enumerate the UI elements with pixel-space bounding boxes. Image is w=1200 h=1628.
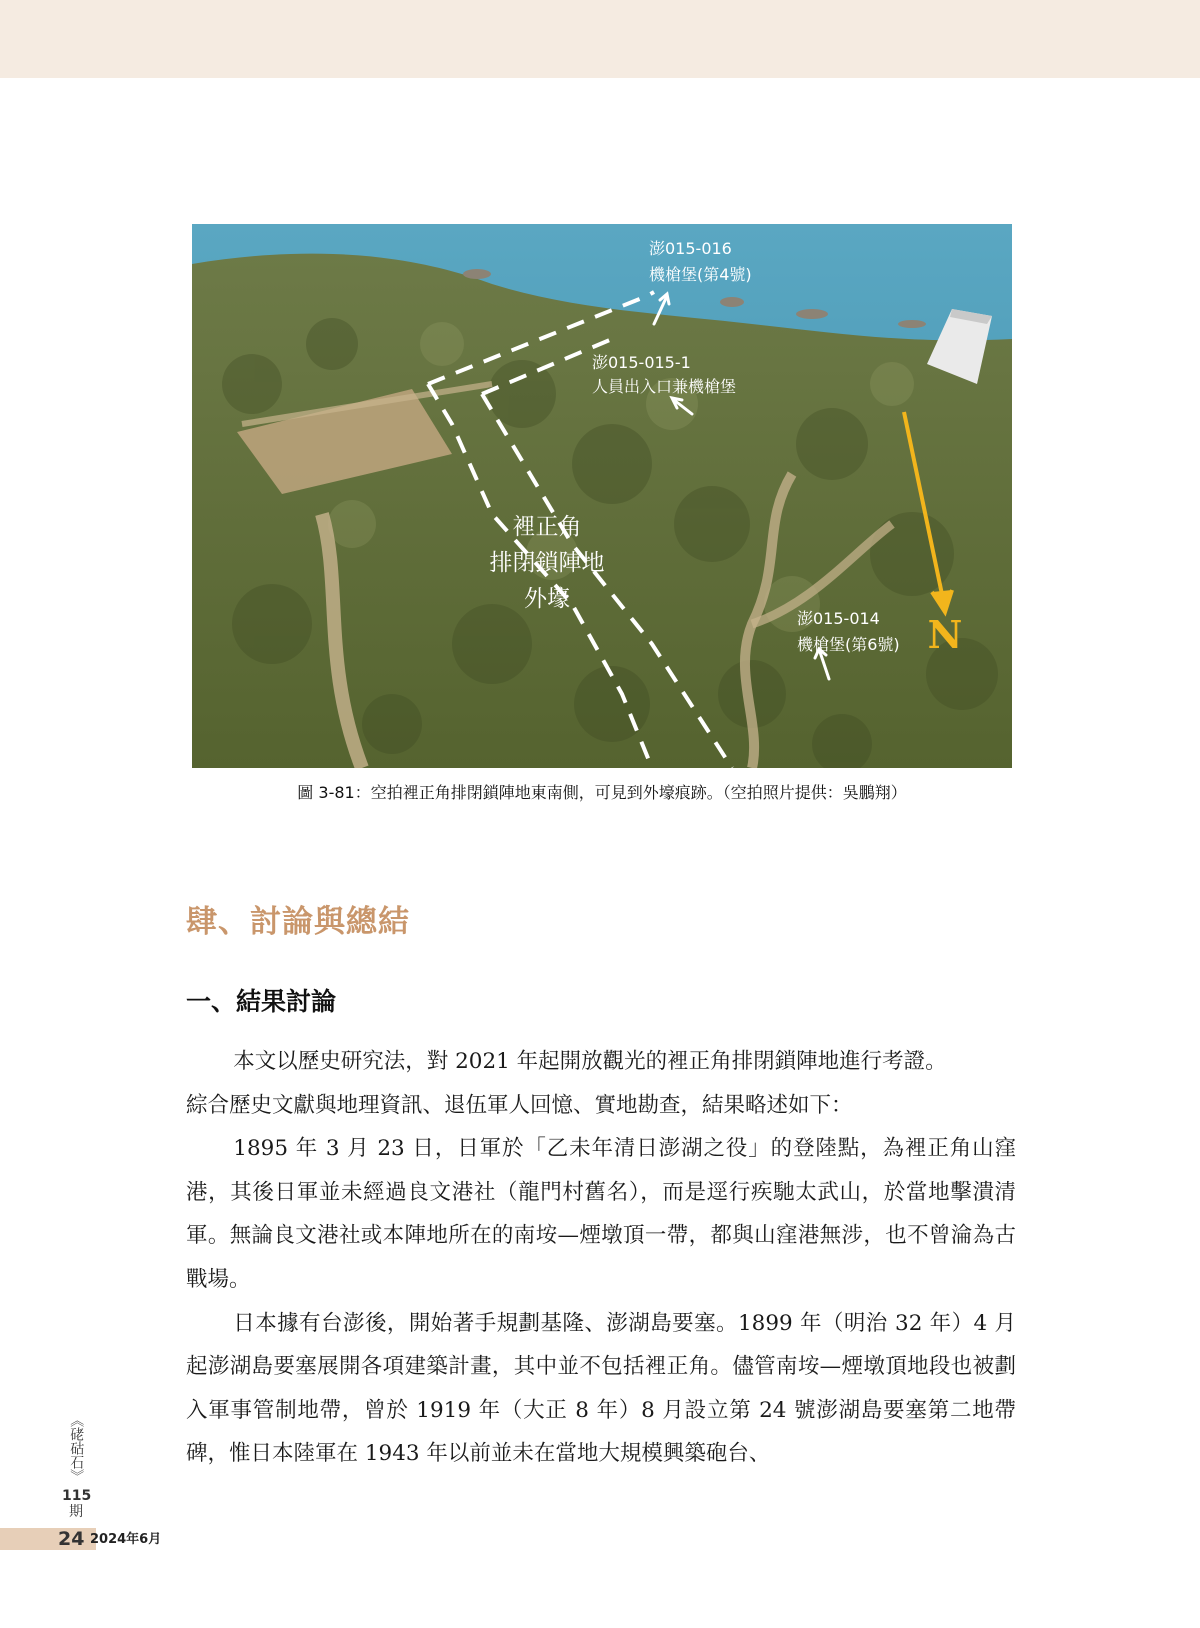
figure-caption: 圖 3-81：空拍裡正角排閉鎖陣地東南側，可見到外壕痕跡。（空拍照片提供：吳鵬翔） (297, 783, 907, 802)
label-bunker-6-name: 機槍堡(第6號) (797, 635, 900, 654)
north-label: N (927, 612, 963, 657)
label-bunker-4-name: 機槍堡(第4號) (649, 265, 752, 284)
page-number: 24 (58, 1528, 85, 1550)
paragraph: 本文以歷史研究法，對 2021 年起開放觀光的裡正角排閉鎖陣地進行考證。 (233, 1049, 947, 1074)
issue-date: 2024年6月 (90, 1532, 162, 1547)
header-band (0, 0, 1200, 78)
journal-sidebar (62, 1413, 90, 1521)
label-site-line1: 裡正角 (512, 514, 582, 540)
label-site-line2: 排閉鎖陣地 (489, 550, 605, 576)
paragraph: 日本據有台澎後，開始著手規劃基隆、澎湖島要塞。1899 年（明治 32 年）4 月起澎湖島要塞展開各項建築計畫，其中並不包括裡正角。儘管南垵—煙墩頂地段也被劃入軍事管制地帶，曾於 1919 年（大正 8 年）8 月設立第 24 號澎湖島要塞第二地帶碑，惟日本陸軍在 1943 年以前並未在當地大規模興築砲台、 (186, 1310, 1016, 1467)
label-site-line3: 外壕 (524, 586, 570, 612)
paragraph: 1895 年 3 月 23 日，日軍於「乙未年清日澎湖之役」的登陸點，為裡正角山窪港，其後日軍並未經過良文港社（龍門村舊名），而是逕行疾馳太武山，於當地擊潰清軍。無論良文港社或本陣地所在的南垵—煙墩頂一帶，都與山窪港無涉，也不曾淪為古戰場。 (186, 1136, 1016, 1292)
label-bunker-6-code: 澎015-014 (797, 609, 880, 628)
label-entrance-code: 澎015-015-1 (592, 353, 691, 372)
sub-title: 一、結果討論 (186, 987, 337, 1016)
paragraph: 綜合歷史文獻與地理資訊、退伍軍人回憶、實地勘查，結果略述如下： (186, 1092, 853, 1118)
section-title: 肆、討論與總結 (186, 904, 410, 940)
label-entrance-name: 人員出入口兼機槍堡 (592, 377, 737, 396)
journal-name: 《硓𥑮石》 (68, 1413, 85, 1483)
aerial-photo (192, 224, 1012, 768)
issue-number: 115 (62, 1487, 92, 1504)
issue-suffix: 期 (69, 1504, 83, 1520)
label-bunker-4-code: 澎015-016 (649, 239, 732, 258)
body-text (186, 1040, 1016, 1476)
